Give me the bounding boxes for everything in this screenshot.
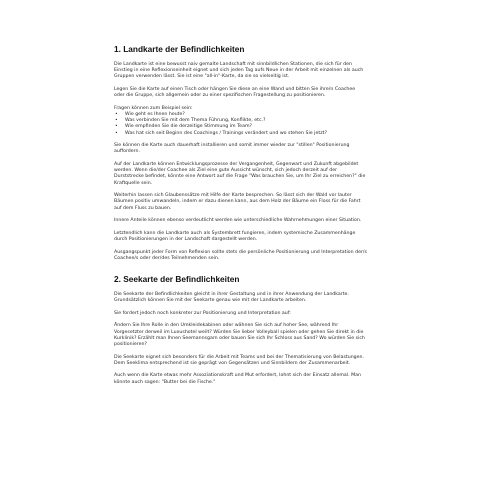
section-title: 1. Landkarte der Befindlichkeiten (114, 44, 245, 54)
paragraph: Die Seekarte eignet sich besonders für die Arbeit mit Teams und bei der Thematisierung von Belastungen. Dem Seeklima entsprechend ist sie geprägt von Gegensätzen und Sinnbildern der Zusammenarbeit. (114, 354, 365, 366)
paragraph: Die Seekarte der Befindlichkeiten gleicht in ihrer Gestaltung und in ihrer Anwendung der Landkarte. Grundsätzlich können Sie mit der Seekarte genau wie mit der Landkarte arbeiten. (114, 292, 349, 304)
list-item: • Was verbinden Sie mit dem Thema Führung, Konflikte, etc.? (114, 118, 367, 124)
paragraph: Letztendlich kann die Landkarte auch als Systembrett fungieren, indem systemische Zusammenhänge durch Positionierungen in der Landschaft dargestellt werden. (114, 230, 356, 242)
list-item: • Was hat sich seit Beginn des Coachings / Trainings verändert und wo stehen Sie jetzt? (114, 131, 367, 137)
paragraph: Die Landkarte ist eine bewusst naiv gemalte Landschaft mit sinnbildlichen Stationen, die sich für den Einstieg in eine Reflexionseinheit eignet und sich jeden Tag aufs Neue in der Arbeit mit einzelnen als auch Gruppen verwenden lässt. Sie ist eine "all-in"-Karte, da sie so vielseitig ist. (114, 62, 364, 80)
paragraph: Legen Sie die Karte auf einen Tisch oder hängen Sie diese an eine Wand und bitten Sie ihre/n Coachee oder die Gruppe, sich allgemein oder zu einer spezifischen Fragestellung zu positionieren. (114, 87, 356, 99)
paragraph: Auf der Landkarte können Entwicklungsprozesse der Vergangenheit, Gegenwart und Zukunft abgebildet werden. Wenn die/der Coachee als Ziel eine gute Aussicht wünscht, sich jedoch derzeit auf der Durststrecke befindet, könnte eine Antwort auf die Frage "Was brauchen Sie, um Ihr Ziel zu erreichen?" die Kraftquelle sein. (114, 162, 366, 186)
paragraph: Ausgangspunkt jeder Form von Reflexion sollte stets die persönliche Positionierung und Interpretation der/s Coachee/s oder der/des Teilnehmenden sein. (114, 249, 367, 261)
section-title: 2. Seekarte der Befindlichkeiten (114, 274, 240, 284)
section-landkarte (114, 44, 367, 262)
paragraph: Weiterhin lassen sich Glaubenssätze mit Hilfe der Karte besprechen. So lässt sich der Wald vor lauter Bäumen positiv umwandeln, indem er dazu dienen kann, aus dem Holz der Bäume ein Floss für die Fahrt auf dem Fluss zu bauen. (114, 193, 361, 211)
list-item: • Wie empfinden Sie die derzeitige Stimmung im Team? (114, 124, 367, 130)
questions-intro: Fragen können zum Beispiel sein: (114, 105, 193, 111)
paragraph: Innere Anteile können ebenso verdeutlicht werden wie unterschiedliche Wahrnehmungen einer Situation. (114, 218, 362, 224)
questions-list (114, 112, 367, 137)
list-item: • Wie geht es Ihnen heute? (114, 112, 367, 118)
paragraph: Auch wenn die Karte etwas mehr Assoziationskraft und Mut erfordert, lohnt sich der Einsatz allemal. Man könnte auch sagen: "Butter bei die Fische." (114, 373, 361, 385)
paragraph: Ändern Sie Ihre Rolle in den Umkleidekabinen oder wähnen Sie sich auf hoher See, während Ihr Vorgesetzter derweil im Luxushotel weilt? Würden Sie lieber Volleyball spielen oder gehen Sie direkt in die Kurklinik? Erzählt man Ihnen Seemannsgarn oder bauen Sie sich Ihr Schloss aus Sand? Wo würden Sie sich positionieren? (114, 323, 365, 347)
section-seekarte (114, 274, 367, 386)
paragraph: Sie können die Karte auch dauerhaft installieren und somit immer wieder zur "stillen" Positionierung auffordern. (114, 143, 350, 155)
paragraph: Sie fordert jedoch noch konkreter zur Positionierung und Interpretation auf: (114, 310, 291, 316)
